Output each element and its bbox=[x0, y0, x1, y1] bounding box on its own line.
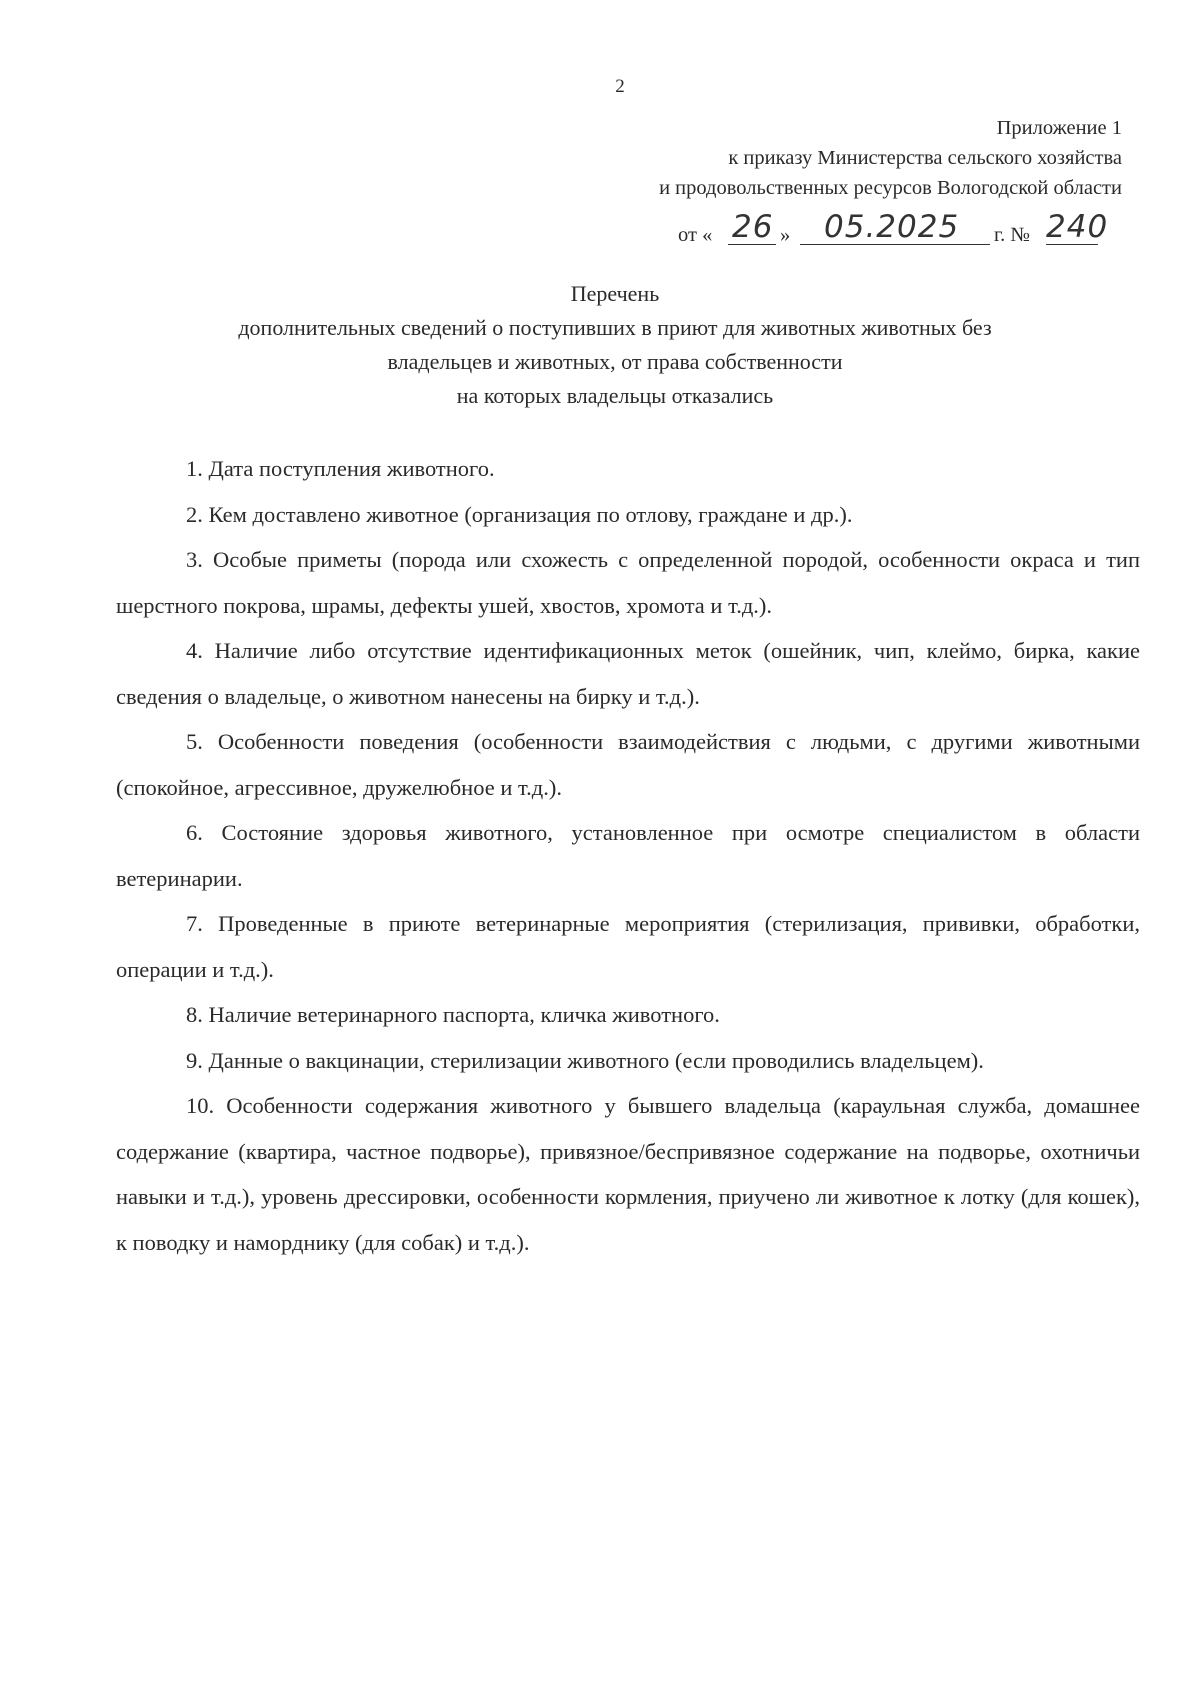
list-item: 6. Состояние здоровья животного, установленное при осмотре специалистом в области ветеринарии. bbox=[116, 820, 1140, 891]
title-line-3: владельцев и животных, от права собственности bbox=[387, 349, 843, 374]
list-item: 1. Дата поступления животного. bbox=[186, 456, 495, 481]
list-item: 2. Кем доставлено животное (организация по отлову, граждане и др.). bbox=[186, 501, 853, 527]
handwritten-number: 240 bbox=[1046, 209, 1109, 245]
title-line-2: дополнительных сведений о поступивших в приют для животных животных без bbox=[238, 315, 992, 340]
list-item: 3. Особые приметы (порода или схожесть с определенной породой, особенности окраса и тип шерстного покрова, шрамы, дефекты ушей, хвостов, хромота и т.д.). bbox=[116, 547, 1140, 618]
order-close-quote: » bbox=[780, 224, 791, 246]
order-from-label: от « bbox=[678, 224, 713, 246]
list-item: 4. Наличие либо отсутствие идентификационных меток (ошейник, чип, клеймо, бирка, какие сведения о владельце, о животном нанесены на бирку и т.д.). bbox=[116, 638, 1140, 709]
approval-line-region: и продовольственных ресурсов Вологодской области bbox=[659, 177, 1122, 199]
list-item: 9. Данные о вакцинации, стерилизации животного (если проводились владельцем). bbox=[186, 1047, 984, 1073]
items-list bbox=[116, 446, 1140, 1265]
list-item: 7. Проведенные в приюте ветеринарные мероприятия (стерилизация, прививки, обработки, операции и т.д.). bbox=[116, 911, 1140, 982]
document-title bbox=[90, 277, 1140, 413]
order-date-line bbox=[678, 205, 1138, 253]
handwritten-date: 05.2025 bbox=[824, 209, 960, 245]
list-item: 5. Особенности поведения (особенности взаимодействия с людьми, с другими животными (спокойное, агрессивное, дружелюбное и т.д.). bbox=[116, 729, 1140, 800]
handwritten-day: 26 bbox=[732, 209, 774, 245]
title-line-4: на которых владельцы отказались bbox=[456, 383, 774, 408]
approval-block bbox=[659, 113, 1122, 203]
title-line-1: Перечень bbox=[570, 281, 660, 306]
approval-line-order: к приказу Министерства сельского хозяйства bbox=[728, 147, 1122, 169]
approval-line-appendix: Приложение 1 bbox=[996, 117, 1122, 139]
order-year-number-label: г. № bbox=[994, 224, 1030, 246]
list-item: 8. Наличие ветеринарного паспорта, кличка животного. bbox=[186, 1002, 720, 1027]
page-number: 2 bbox=[615, 76, 625, 97]
list-item: 10. Особенности содержания животного у бывшего владельца (караульная служба, домашнее содержание (квартира, частное подворье), привязное/беспривязное содержание на подворье, охотничьи навыки и т.д.), уровень дрессировки, особенности кормления, приучено ли животное к лотку (для кошек), к поводку и наморднику (для собак) и т.д.). bbox=[116, 1093, 1140, 1255]
